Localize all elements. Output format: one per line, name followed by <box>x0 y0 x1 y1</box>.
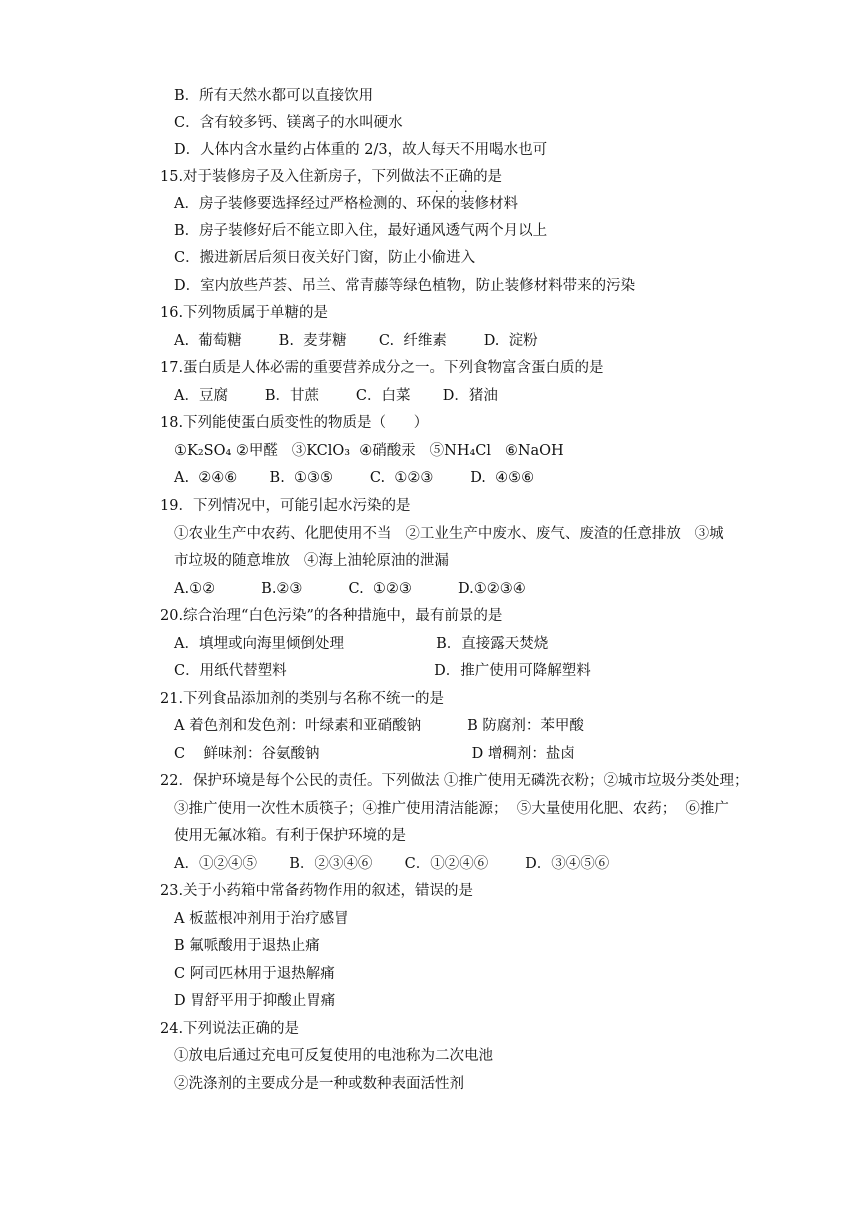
q15-stem-pre: 15.对于装修房子及入住新房子，下列做法 <box>160 169 430 185</box>
q14-option-b: B．所有天然水都可以直接饮用 <box>174 88 374 104</box>
q24-stem: 24.下列说法正确的是 <box>160 1021 300 1037</box>
q18-options: A. ②④⑥ B. ①③⑤ C. ①②③ D. ④⑤⑥ <box>174 470 535 486</box>
q24-statement-2: ②洗涤剂的主要成分是一种或数种表面活性剂 <box>174 1076 464 1092</box>
q16-stem: 16.下列物质属于单糖的是 <box>160 305 329 321</box>
q23-option-d: D 胃舒平用于抑酸止胃痛 <box>174 993 336 1009</box>
q15-option-b: B．房子装修好后不能立即入住，最好通风透气两个月以上 <box>174 223 548 239</box>
q23-option-a: A 板蓝根冲剂用于治疗感冒 <box>174 911 349 927</box>
q14-option-c: C．含有较多钙、镁离子的水叫硬水 <box>174 115 403 131</box>
q22-stem-line-2: ③推广使用一次性木质筷子；④推广使用清洁能源； ⑤大量使用化肥、农药； ⑥推广 <box>174 801 729 817</box>
q15-stem-post: 的是 <box>473 169 503 185</box>
q17-options: A．豆腐 B．甘蔗 C．白菜 D．猪油 <box>174 388 498 404</box>
q22-options: A．①②④⑤ B．②③④⑥ C．①②④⑥ D．③④⑤⑥ <box>174 856 610 872</box>
q23-stem: 23.关于小药箱中常备药物作用的叙述，错误的是 <box>160 883 474 899</box>
q22-stem-line-1: 22．保护环境是每个公民的责任。下列做法 ①推广使用无磷洗衣粉；②城市垃圾分类处理； <box>160 773 749 789</box>
q15-option-c: C．搬进新居后须日夜关好门窗，防止小偷进入 <box>174 250 476 266</box>
q15-option-d: D．室内放些芦荟、吊兰、常青藤等绿色植物，防止装修材料带来的污染 <box>174 278 636 294</box>
q19-body-line-2: 市垃圾的随意堆放 ④海上油轮原油的泄漏 <box>174 553 449 569</box>
q19-body-line-1: ①农业生产中农药、化肥使用不当 ②工业生产中废水、废气、废渣的任意排放 ③城 <box>174 526 724 542</box>
q15-emph-1: 不 <box>429 169 445 185</box>
q19-options: A.①② B.②③ C. ①②③ D.①②③④ <box>174 581 526 597</box>
q20-options-line-1: A．填埋或向海里倾倒处理 B．直接露天焚烧 <box>174 636 549 652</box>
q21-stem: 21.下列食品添加剂的类别与名称不统一的是 <box>160 691 445 707</box>
q19-stem: 19．下列情况中，可能引起水污染的是 <box>160 498 411 514</box>
q15-option-a: A．房子装修要选择经过严格检测的、环保的装修材料 <box>174 196 518 212</box>
q14-option-d: D．人体内含水量约占体重的 2/3，故人每天不用喝水也可 <box>174 142 548 158</box>
q15-emph-3: 确 <box>458 169 474 185</box>
q18-stem: 18.下列能使蛋白质变性的物质是（ ） <box>160 415 429 431</box>
q21-options-line-2: C 鲜味剂：谷氨酸钠 D 增稠剂：盐卤 <box>174 746 575 762</box>
q21-options-line-1: A 着色剂和发色剂：叶绿素和亚硝酸钠 B 防腐剂：苯甲酸 <box>174 718 584 734</box>
q24-statement-1: ①放电后通过充电可反复使用的电池称为二次电池 <box>174 1048 493 1064</box>
q20-stem: 20.综合治理“白色污染”的各种措施中，最有前景的是 <box>160 608 503 624</box>
q22-stem-line-3: 使用无氟冰箱。有利于保护环境的是 <box>174 828 406 844</box>
q17-stem: 17.蛋白质是人体必需的重要营养成分之一。下列食物富含蛋白质的是 <box>160 360 604 376</box>
q23-option-c: C 阿司匹林用于退热解痛 <box>174 966 335 982</box>
q15-stem <box>160 167 502 187</box>
q20-options-line-2: C．用纸代替塑料 D．推广使用可降解塑料 <box>174 663 591 679</box>
q16-options: A. 葡萄糖 B. 麦芽糖 C. 纤维素 D. 淀粉 <box>174 333 538 349</box>
q15-emph-2: 正 <box>444 169 459 185</box>
q23-option-b: B 氟哌酸用于退热止痛 <box>174 938 320 954</box>
q18-substances: ①K₂SO₄ ②甲醛 ③KClO₃ ④硝酸汞 ⑤NH₄Cl ⑥NaOH <box>174 443 564 459</box>
